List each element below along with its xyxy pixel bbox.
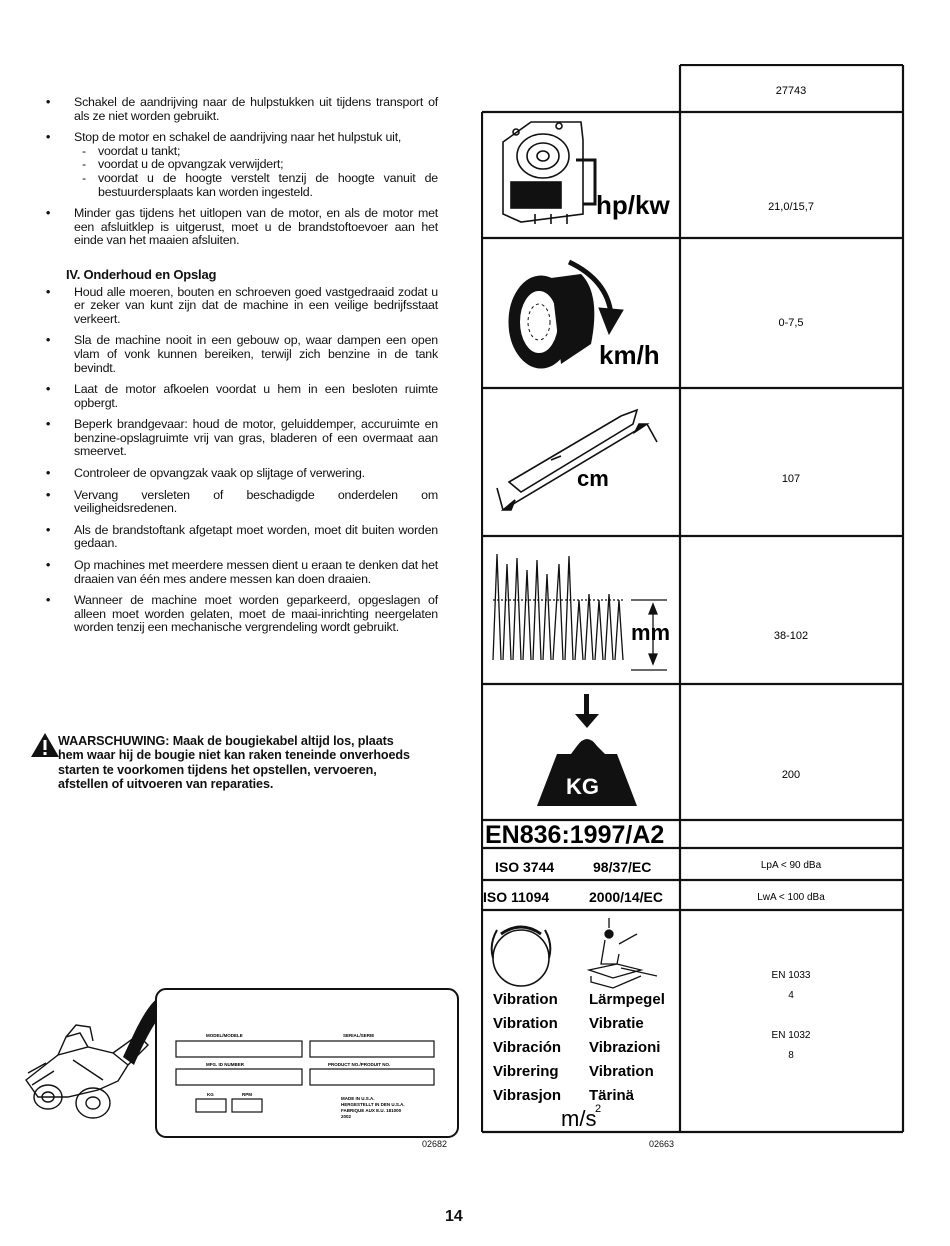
spec-table (481, 64, 905, 1136)
speed-value: 0-7,5 (778, 317, 804, 329)
sub-item-bag: - voordat u de opvangzak verwijdert; (74, 158, 438, 172)
seat-vibration-icon (589, 918, 657, 988)
warning-body: Maak de bougiekabel altijd los, plaats hem waar hij de bougie niet kan raken teneinde onverhoeds starten te voorkomen tijdens het opstellen, vervoeren, afstellen of uitvoeren van reparaties. (58, 734, 410, 792)
maintenance-item: • Houd alle moeren, bouten en schroeven goed vastgedraaid zodat u er zeker van kunt zijn dat de machine in een veilige bedrijfsstaat verkeert. (46, 286, 438, 327)
power-value: 21,0/15,7 (768, 201, 814, 213)
cut-width-value: 107 (781, 473, 801, 485)
power-unit: hp/kw (596, 190, 670, 220)
made-line: 2002 (341, 1114, 352, 1119)
vibration-label: Vibración (493, 1039, 562, 1056)
label-product: PRODUCT NO./PRODUIT NO. (328, 1062, 391, 1067)
label-plate (156, 989, 458, 1137)
bullet-stop-motor-text: Stop de motor en schakel de aandrijving naar het hulpstuk uit, (74, 130, 402, 145)
page-number: 14 (445, 1208, 463, 1225)
bullet-throttle: • Minder gas tijdens het uitlopen van de motor, en als de motor met een afsluitklep is uitgerust, moet u de brandstoftoevoer aan het einde van het maaien afsluiten. (46, 207, 438, 248)
iso-11094: ISO 11094 (483, 889, 550, 905)
height-unit: mm (631, 620, 671, 645)
warning-text (58, 734, 410, 792)
vibration-label: Vibration (493, 991, 558, 1008)
maintenance-item: • Vervang versleten of beschadigde onderdelen om veiligheidsredenen. (46, 489, 438, 516)
speed-unit: km/h (599, 340, 660, 370)
standard-en836: EN836:1997/A2 (485, 821, 665, 849)
label-rpm: RPM (242, 1092, 252, 1097)
noise-lpa-value: LpA < 90 dBa (760, 860, 822, 871)
label-figure-code: 02682 (422, 1139, 448, 1149)
vibration-unit-exponent: 2 (595, 1103, 602, 1115)
en1033-label: EN 1033 (771, 970, 811, 981)
vibration-label: Vibrazioni (589, 1039, 661, 1056)
maintenance-item: • Als de brandstoftank afgetapt moet worden, moet dit buiten worden gedaan. (46, 524, 438, 551)
label-model: MODEL/MODELE (206, 1033, 243, 1038)
table-figure-code: 02663 (649, 1139, 675, 1149)
label-mfg: MFG. ID NUMBER (206, 1062, 244, 1067)
vibration-label: Vibrasjon (493, 1087, 562, 1104)
vibration-label: Vibrering (493, 1063, 559, 1080)
warning-triangle-icon (30, 732, 60, 758)
tractor-icon (26, 1025, 148, 1118)
cut-height-value: 38-102 (773, 630, 809, 642)
label-serial: SERIAL/SERIE (343, 1033, 375, 1038)
cut-unit: cm (577, 466, 609, 491)
label-plate-figure (18, 985, 464, 1150)
maintenance-item: • Sla de machine nooit in een gebouw op, waar dampen een open vlam of vonk kunnen bereiken, terwijl zich benzine in de tank bevindt. (46, 334, 438, 375)
bullet-stop-motor (46, 131, 438, 199)
grass-height-icon (493, 554, 667, 670)
model-number: 27743 (775, 85, 807, 97)
maintenance-heading: IV. Onderhoud en Opslag (66, 266, 217, 282)
vibration-label: Vibratie (589, 1015, 644, 1032)
steering-wheel-vibration-icon (492, 927, 551, 986)
made-line: HERGESTELLT IN DEN U.S.A. (341, 1102, 405, 1107)
directive-98-37: 98/37/EC (593, 859, 652, 875)
blade-icon (497, 410, 657, 510)
sub-item-refuel: - voordat u tankt; (74, 145, 438, 159)
vibration-label: Tärinä (589, 1087, 635, 1104)
iso-3744: ISO 3744 (495, 859, 555, 875)
maintenance-item: • Op machines met meerdere messen dient u eraan te denken dat het draaien van één mes andere messen kan doen draaien. (46, 559, 438, 586)
maintenance-item: • Wanneer de machine moet worden geparkeerd, opgeslagen of alleen moet worden gelaten, moet de maai-inrichting neergelaten worden tenzij een mechanische vergrendeling wordt gebruikt. (46, 594, 438, 635)
weight-icon-label: KG (566, 774, 599, 799)
safety-text-column (46, 96, 438, 643)
warning-block (30, 734, 410, 792)
engine-icon (503, 122, 595, 224)
label-kg: KG (207, 1092, 214, 1097)
directive-2000-14: 2000/14/EC (589, 889, 663, 905)
noise-lwa-value: LwA < 100 dBa (757, 892, 825, 903)
made-line: FABRIQUE AUX E.U. 181000 (341, 1108, 402, 1113)
maintenance-item: • Beperk brandgevaar: houd de motor, geluiddemper, accuruimte en benzine-opslagruimte vrij van gras, bladeren of een overmaat aan smeervet. (46, 418, 438, 459)
sub-item-height: - voordat u de hoogte verstelt tenzij de hoogte vanuit de bestuurdersplaats kan worden ingesteld. (74, 172, 438, 199)
maintenance-item: • Laat de motor afkoelen voordat u hem in een besloten ruimte opbergt. (46, 383, 438, 410)
vibration-label: Vibration (589, 1063, 654, 1080)
bullet-attachment-drive: • Schakel de aandrijving naar de hulpstukken uit tijdens transport of als ze niet worden gebruikt. (46, 96, 438, 123)
vibration-label: Vibration (493, 1015, 558, 1032)
en1033-value: 4 (788, 990, 794, 1001)
vibration-label: Lärmpegel (589, 991, 665, 1008)
weight-value: 200 (781, 769, 801, 781)
maintenance-item: • Controleer de opvangzak vaak op slijtage of verwering. (46, 467, 438, 481)
made-line: MADE IN U.S.A. (341, 1096, 375, 1101)
en1032-value: 8 (788, 1050, 794, 1061)
en1032-label: EN 1032 (771, 1030, 811, 1041)
vibration-unit: m/s (561, 1106, 597, 1131)
warning-lead: WAARSCHUWING: (58, 734, 170, 748)
sub-list (74, 145, 438, 199)
